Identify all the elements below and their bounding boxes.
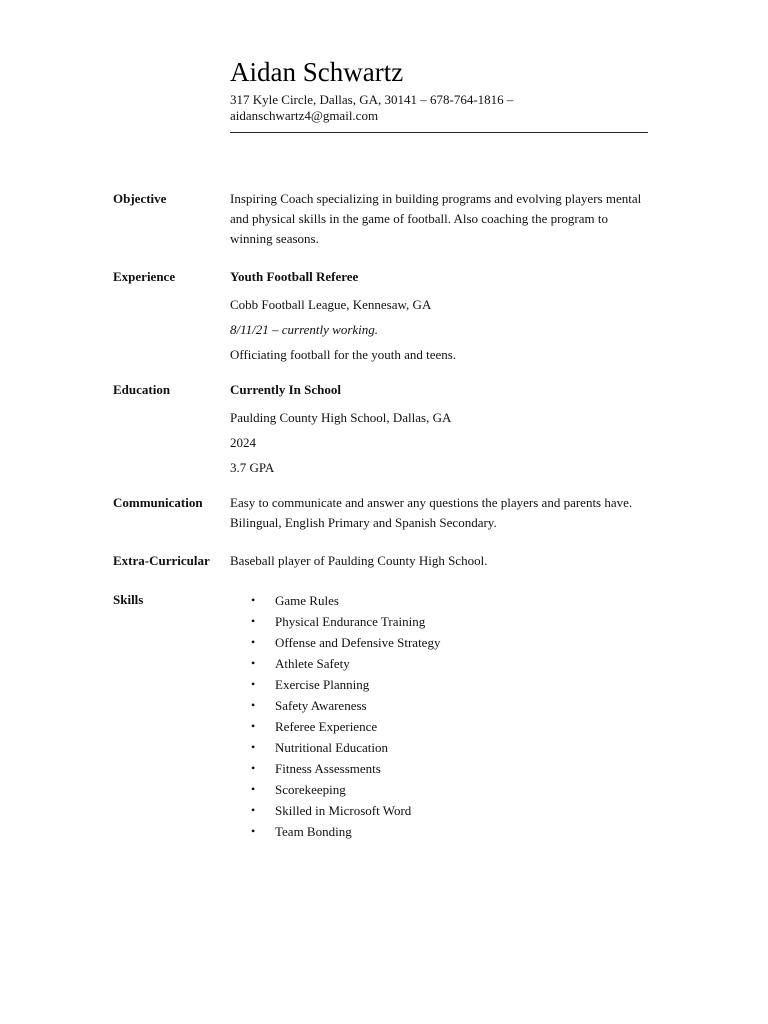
skill-label: Scorekeeping [275, 782, 346, 797]
section-experience [113, 267, 653, 367]
resume-header [230, 56, 648, 133]
bullet-icon: • [251, 803, 256, 817]
skill-label: Game Rules [275, 593, 339, 608]
bullet-icon: • [251, 740, 256, 754]
skill-item [230, 758, 650, 779]
skill-label: Offense and Defensive Strategy [275, 635, 441, 650]
skill-item [230, 779, 650, 800]
education-gpa: 3.7 GPA [230, 460, 275, 475]
experience-title: Youth Football Referee [230, 269, 359, 284]
extracurricular-text: Baseball player of Paulding County High School. [230, 553, 488, 568]
section-extracurricular [113, 551, 653, 573]
education-content [230, 380, 650, 480]
skill-item [230, 737, 650, 758]
education-status: Currently In School [230, 382, 341, 397]
bullet-icon: • [251, 824, 256, 838]
section-communication [113, 493, 653, 535]
experience-description: Officiating football for the youth and teens. [230, 347, 457, 362]
skill-item [230, 716, 650, 737]
objective-label: Objective [113, 191, 167, 206]
communication-content [230, 493, 650, 533]
skill-item [230, 611, 650, 632]
skill-item [230, 674, 650, 695]
bullet-icon: • [251, 782, 256, 796]
skill-item [230, 590, 650, 611]
experience-dates: 8/11/21 – currently working. [230, 322, 379, 337]
bullet-icon: • [251, 677, 256, 691]
education-school: Paulding County High School, Dallas, GA [230, 410, 452, 425]
skills-content [230, 590, 650, 842]
section-objective [113, 189, 653, 249]
skill-label: Nutritional Education [275, 740, 389, 755]
skill-item [230, 632, 650, 653]
skills-label: Skills [113, 592, 144, 607]
skill-label: Skilled in Microsoft Word [275, 803, 412, 818]
candidate-name: Aidan Schwartz [230, 57, 404, 87]
communication-label: Communication [113, 495, 203, 510]
skill-label: Referee Experience [275, 719, 378, 734]
communication-text: Easy to communicate and answer any questions the players and parents have. Bilingual, English Primary and Spanish Secondary. [230, 495, 633, 530]
skill-item [230, 800, 650, 821]
experience-label: Experience [113, 269, 176, 284]
experience-organization: Cobb Football League, Kennesaw, GA [230, 297, 432, 312]
skill-label: Fitness Assessments [275, 761, 381, 776]
skill-item [230, 653, 650, 674]
contact-address-phone: 317 Kyle Circle, Dallas, GA, 30141 – 678-764-1816 – [230, 92, 514, 107]
contact-info [230, 92, 648, 124]
skill-item [230, 821, 650, 842]
section-education [113, 380, 653, 480]
bullet-icon: • [251, 656, 256, 670]
objective-content [230, 189, 650, 249]
skill-label: Safety Awareness [275, 698, 367, 713]
bullet-icon: • [251, 614, 256, 628]
education-year: 2024 [230, 435, 256, 450]
skill-item [230, 695, 650, 716]
experience-content [230, 267, 650, 367]
skill-label: Exercise Planning [275, 677, 370, 692]
bullet-icon: • [251, 698, 256, 712]
skill-label: Team Bonding [275, 824, 352, 839]
skills-list [230, 590, 650, 842]
contact-email: aidanschwartz4@gmail.com [230, 108, 379, 123]
section-skills [113, 590, 653, 850]
bullet-icon: • [251, 719, 256, 733]
bullet-icon: • [251, 761, 256, 775]
skill-label: Physical Endurance Training [275, 614, 426, 629]
objective-text: Inspiring Coach specializing in building programs and evolving players mental and physical skills in the game of football. Also coaching the program to winning seasons. [230, 191, 642, 246]
skill-label: Athlete Safety [275, 656, 350, 671]
extracurricular-content [230, 551, 650, 571]
bullet-icon: • [251, 593, 256, 607]
education-label: Education [113, 382, 171, 397]
extracurricular-label: Extra-Curricular [113, 553, 210, 568]
header-divider [230, 132, 648, 133]
bullet-icon: • [251, 635, 256, 649]
